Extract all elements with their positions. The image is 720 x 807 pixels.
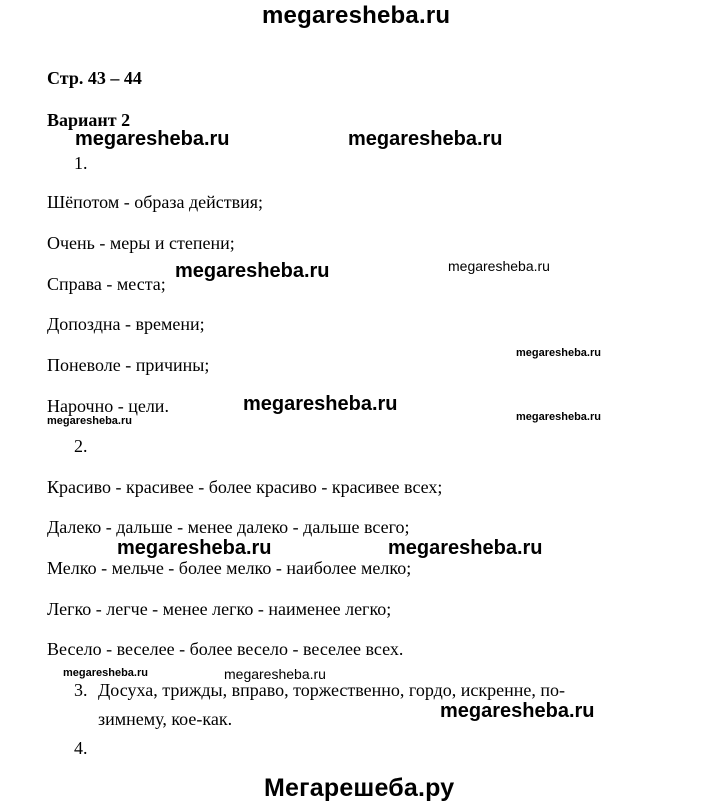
watermark: megaresheba.ru: [440, 700, 595, 722]
task-1-line: Шёпотом - образа действия;: [47, 192, 264, 212]
task-1-line: Поневоле - причины;: [47, 355, 210, 375]
watermark: megaresheba.ru: [175, 260, 330, 282]
page-title: Стр. 43 – 44: [47, 68, 142, 88]
task-2-line: Далеко - дальше - менее далеко - дальше всего;: [47, 517, 410, 537]
watermark: megaresheba.ru: [243, 393, 398, 415]
watermark: megaresheba.ru: [47, 415, 132, 427]
watermark: megaresheba.ru: [75, 128, 230, 150]
header-watermark: megaresheba.ru: [262, 2, 451, 29]
task-2-number: 2.: [74, 436, 88, 456]
watermark: megaresheba.ru: [516, 347, 601, 359]
watermark: megaresheba.ru: [388, 537, 543, 559]
task-1-line: Нарочно - цели.: [47, 396, 169, 416]
watermark: megaresheba.ru: [448, 258, 550, 274]
watermark: megaresheba.ru: [516, 411, 601, 423]
task-1-line: Очень - меры и степени;: [47, 233, 235, 253]
task-3-line: зимнему, кое-как.: [98, 709, 233, 729]
variant-title: Вариант 2: [47, 110, 131, 130]
task-2-line: Красиво - красивее - более красиво - красивее всех;: [47, 477, 443, 497]
watermark: megaresheba.ru: [63, 667, 148, 679]
watermark: megaresheba.ru: [117, 537, 272, 559]
task-1-line: Допоздна - времени;: [47, 314, 205, 334]
task-1-number: 1.: [74, 153, 88, 173]
task-2-line: Мелко - мельче - более мелко - наиболее мелко;: [47, 558, 412, 578]
task-1-line: Справа - места;: [47, 274, 166, 294]
watermark: megaresheba.ru: [224, 666, 326, 682]
task-3-line: Досуха, трижды, вправо, торжественно, гордо, искренне, по-: [98, 680, 565, 700]
footer-watermark: Мегарешеба.ру: [264, 774, 455, 802]
task-4-number: 4.: [74, 738, 88, 758]
task-2-line: Весело - веселее - более весело - веселее всех.: [47, 639, 404, 659]
task-2-line: Легко - легче - менее легко - наименее легко;: [47, 599, 392, 619]
task-3-number: 3.: [74, 680, 88, 700]
watermark: megaresheba.ru: [348, 128, 503, 150]
